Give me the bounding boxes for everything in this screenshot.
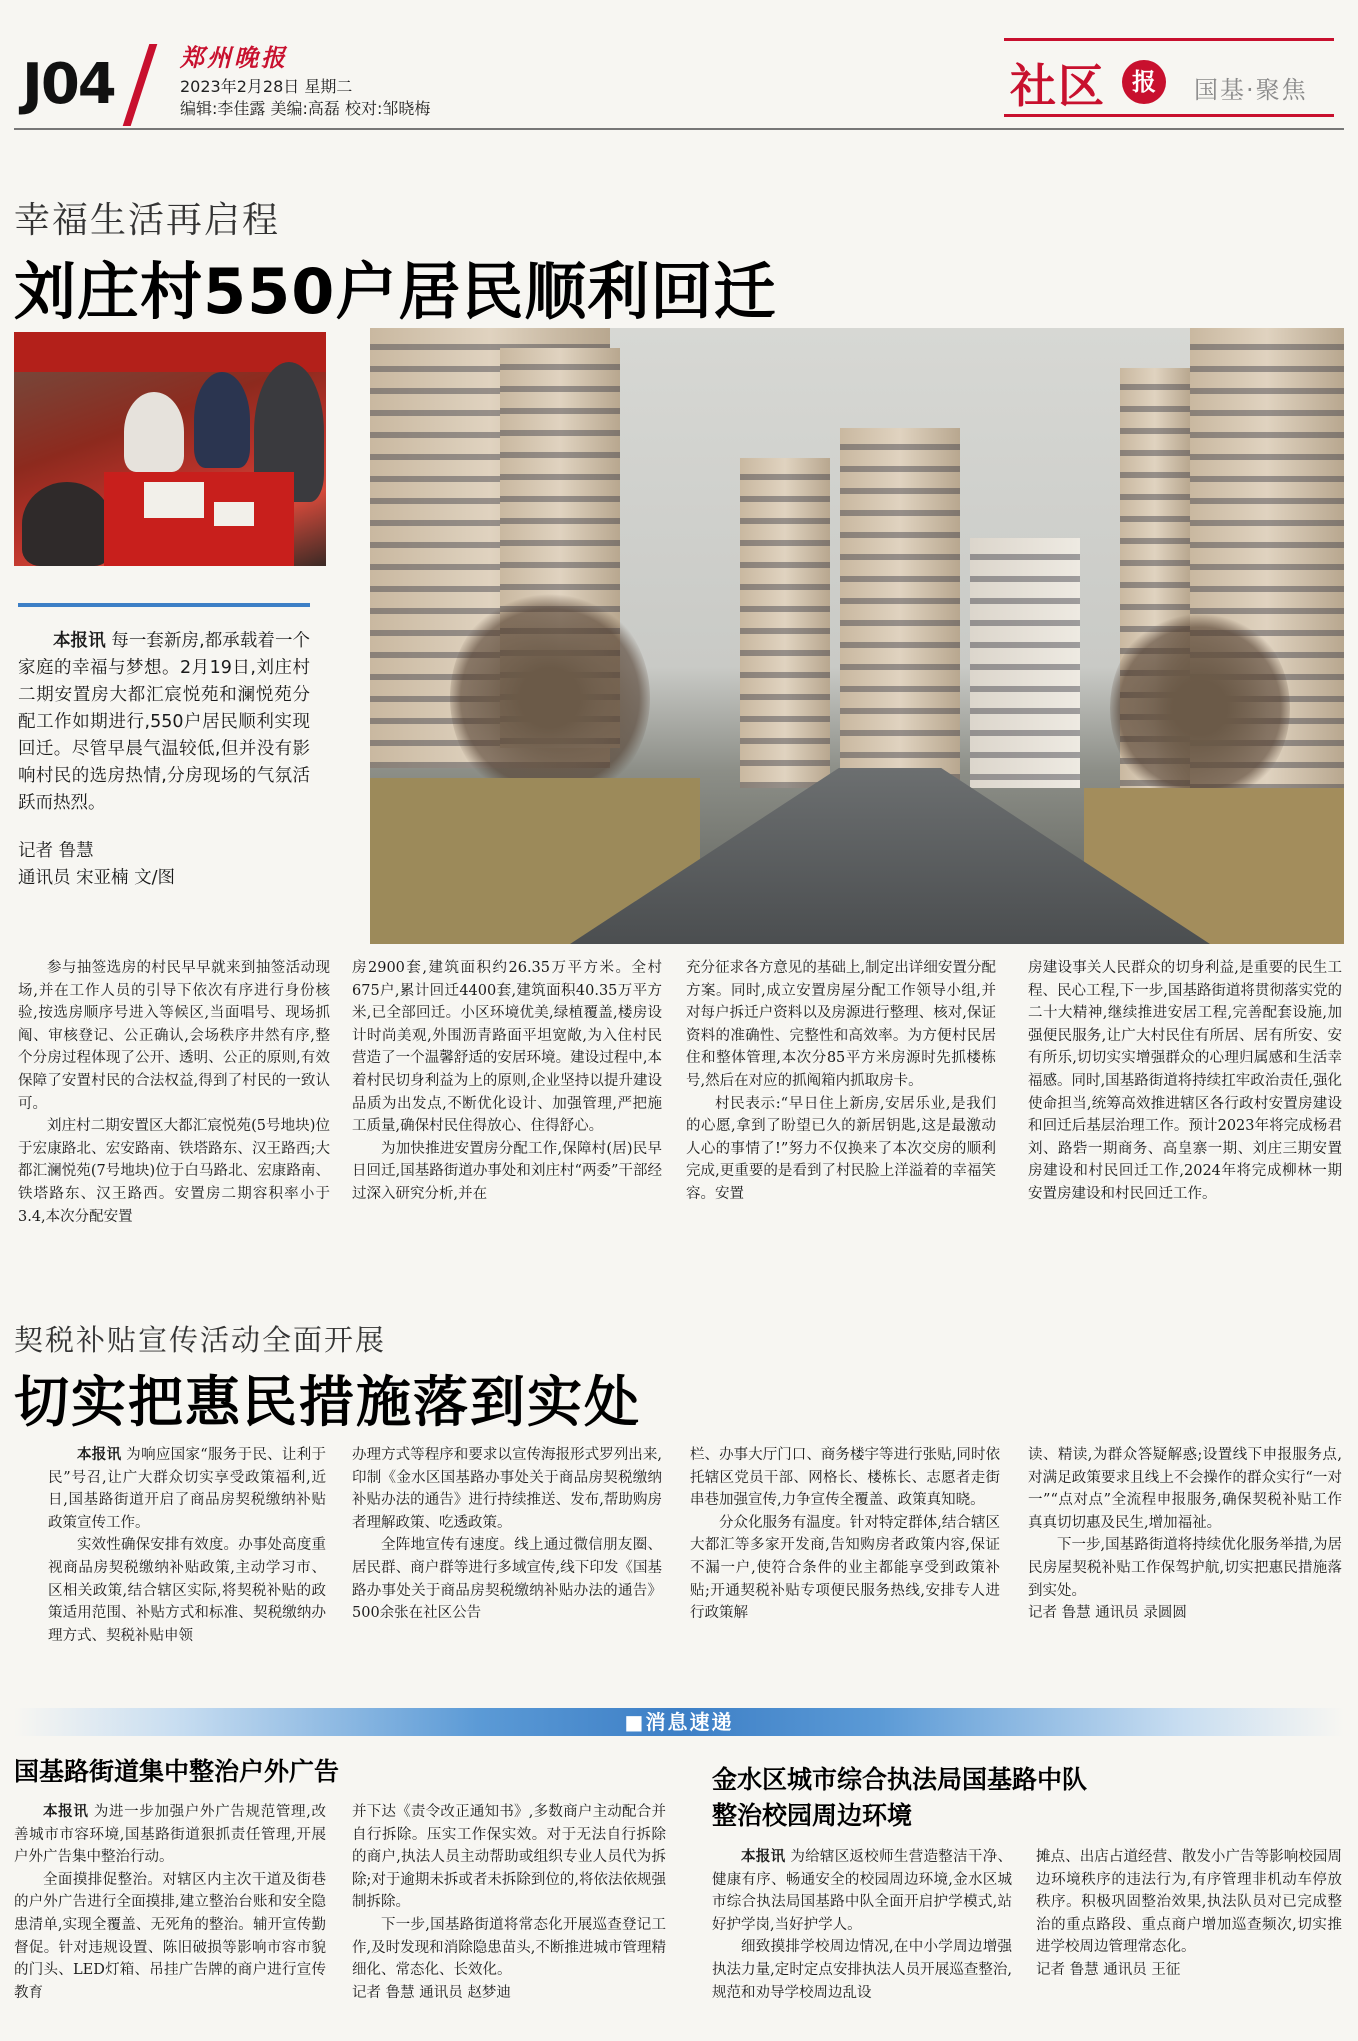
- news-brief-label: ■消息速递: [624, 1710, 734, 1734]
- article1-lead: [18, 628, 310, 817]
- article1-kicker: 幸福生活再启程: [14, 200, 281, 241]
- paragraph: 办理方式等程序和要求以宣传海报形式罗列出来,印制《金水区国基路办事处关于商品房契税缴纳补贴办法的通告》进行持续推送、发布,帮助购房者理解政策、吃透政策。: [352, 1447, 662, 1531]
- section-bottom-rule: [1004, 114, 1334, 117]
- photo-building-shape: [970, 538, 1080, 788]
- editors-credit: 编辑:李佳露 美编:高磊 校对:邹晓梅: [180, 99, 431, 118]
- paragraph: [14, 1801, 326, 1869]
- article1-column-3: [686, 957, 996, 1206]
- paragraph: 为加快推进安置房分配工作,保障村(居)民早日回迁,国基路街道办事处和刘庄村“两委”干部经过深入研究分析,并在: [352, 1140, 662, 1202]
- photo-paper-shape: [144, 482, 204, 518]
- article1-headline: 刘庄村550户居民顺利回迁: [14, 255, 777, 328]
- paragraph: 刘庄村二期安置区大都汇宸悦苑(5号地块)位于宏康路北、宏安路南、铁塔路东、汉王路西;大都汇澜悦苑(7号地块)位于白马路北、宏康路南、铁塔路东、汉王路西。安置房二期容积率小于3.4,本次分配安置: [18, 1118, 330, 1225]
- photo-paper-shape: [214, 502, 254, 526]
- article2-kicker: 契税补贴宣传活动全面开展: [14, 1323, 387, 1357]
- byline-reporter: 记者 鲁慧: [18, 841, 94, 861]
- paragraph: 充分征求各方意见的基础上,制定出详细安置分配方案。同时,成立安置房屋分配工作领导小组,并对每户拆迁户资料以及房源进行整理、核对,保证资料的准确性、完整性和高效率。为方便村民居住和整体管理,本次分85平方米房源时先抓楼栋号,然后在对应的抓阄箱内抓取房卡。: [686, 960, 996, 1089]
- paragraph: 村民表示:“早日住上新房,安居乐业,是我们的心愿,拿到了盼望已久的新居钥匙,这是最激动人心的事情了!”努力不仅换来了本次交房的顺利完成,更重要的是看到了村民脸上洋溢着的幸福笑容。安置: [686, 1095, 996, 1202]
- page-number: J04: [22, 52, 115, 117]
- brief2-column-2: [1036, 1846, 1342, 1982]
- article1-photo-lottery-scene: [14, 332, 326, 566]
- article1-photo-residential-complex: [370, 328, 1344, 944]
- article2-column-2: [352, 1444, 662, 1625]
- article2-column-3: [690, 1444, 1000, 1625]
- photo-building-shape: [740, 458, 830, 788]
- masthead: [14, 30, 1344, 130]
- lead-tag: 本报讯: [43, 1803, 89, 1820]
- brief2-byline: 记者 鲁慧 通讯员 王征: [1036, 1961, 1181, 1978]
- paper-name-logo: 郑州晚报: [180, 43, 288, 72]
- issue-date: 2023年2月28日 星期二: [180, 77, 353, 96]
- article1-column-1: [18, 957, 330, 1228]
- article2-byline: 记者 鲁慧 通讯员 录圆圆: [1028, 1605, 1187, 1622]
- brief1-title: 国基路街道集中整治户外广告: [14, 1757, 340, 1786]
- brief2-column-1: [712, 1846, 1012, 2004]
- brief1-column-1: [14, 1801, 326, 2004]
- paragraph: 全阵地宣传有速度。线上通过微信朋友圈、居民群、商户群等进行多域宣传,线下印发《国基路办事处关于商品房契税缴纳补贴办法的通告》500余张在社区公告: [352, 1537, 662, 1622]
- article1-column-4: [1028, 957, 1342, 1206]
- section-top-rule: [1004, 38, 1334, 41]
- photo-person-shape: [194, 372, 250, 468]
- paragraph: [48, 1444, 326, 1534]
- paragraph: 全面摸排促整治。对辖区内主次干道及街巷的户外广告进行全面摸排,建立整治台账和安全隐患清单,实现全覆盖、无死角的整治。辅开宣传勤督促。针对违规设置、陈旧破损等影响市容市貌的门头、LED灯箱、吊挂广告牌的商户进行宣传教育: [14, 1871, 326, 2001]
- photo-person-shape: [124, 392, 184, 472]
- lead-tag: 本报讯: [77, 1446, 122, 1463]
- section-name: 社区: [1010, 59, 1106, 113]
- brief2-title-line1: 金水区城市综合执法局国基路中队: [712, 1765, 1088, 1794]
- lead-tag: 本报讯: [741, 1848, 786, 1865]
- brief2-title: [712, 1762, 1332, 1834]
- section-header: [1004, 38, 1334, 118]
- brief1-column-2: [352, 1801, 666, 2004]
- paragraph: 房2900套,建筑面积约26.35万平方米。全村675户,累计回迁4400套,建筑面积40.35万平方米,已全部回迁。小区环境优美,绿植覆盖,楼房设计时尚美观,外围沥青路面平坦宽敞,为入住村民营造了一个温馨舒适的安居环境。建设过程中,本着村民切身利益为上的原则,企业坚持以提升建设品质为出发点,不断优化设计、加强管理,严把施工质量,确保村民住得放心、住得舒心。: [352, 960, 662, 1135]
- paragraph: 下一步,国基路街道将持续优化服务举措,为居民房屋契税补贴工作保驾护航,切实把惠民措施落到实处。: [1028, 1537, 1342, 1599]
- paragraph: 下一步,国基路街道将常态化开展巡查登记工作,及时发现和消除隐患苗头,不断推进城市管理精细化、常态化、长效化。: [352, 1916, 666, 1979]
- masthead-divider: [14, 128, 1344, 130]
- lead-text: 为给辖区返校师生营造整洁干净、健康有序、畅通安全的校园周边环境,金水区城市综合执法局国基路中队全面开启护学模式,站好护学岗,当好护学人。: [712, 1849, 1013, 1933]
- article2-column-4: [1028, 1444, 1342, 1625]
- section-badge: 报: [1122, 60, 1166, 104]
- masthead-slash-decoration: [123, 44, 158, 126]
- photo-tree-shape: [1110, 608, 1290, 808]
- paragraph: [712, 1846, 1012, 1936]
- photo-building-shape: [840, 428, 960, 788]
- lead-text: 每一套新房,都承载着一个家庭的幸福与梦想。2月19日,刘庄村二期安置房大都汇宸悦苑和澜悦苑分配工作如期进行,550户居民顺利实现回迁。尽管早晨气温较低,但并没有影响村民的选房热情,分房现场的气氛活跃而热烈。: [18, 631, 311, 813]
- paragraph: 并下达《责令改正通知书》,多数商户主动配合并自行拆除。压实工作保实效。对于无法自行拆除的商户,执法人员主动帮助或组织专业人员代为拆除;对于逾期未拆或者未拆除到位的,将依法依规强制拆除。: [352, 1804, 666, 1911]
- lead-accent-rule: [18, 603, 310, 607]
- paragraph: 房建设事关人民群众的切身利益,是重要的民生工程、民心工程,下一步,国基路街道将贯彻落实党的二十大精神,继续推进安居工程,完善配套设施,加强便民服务,让广大村民住有所居、居有所安、安有所乐,切切实实增强群众的心理归属感和生活幸福感。同时,国基路街道将持续扛牢政治责任,强化使命担当,统筹高效推进辖区各行政村安置房建设和回迁后基层治理工作。预计2023年将完成杨君刘、路砦一期商务、高皇寨一期、刘庄三期安置房建设和村民回迁工作,2024年将完成柳林一期安置房建设和村民回迁工作。: [1028, 960, 1342, 1202]
- article1-byline: [18, 838, 310, 892]
- paragraph: 细致摸排学校周边情况,在中小学周边增强执法力量,定时定点安排执法人员开展巡查整治,规范和劝导学校周边乱设: [712, 1939, 1012, 2001]
- article1-column-2: [352, 957, 662, 1206]
- photo-person-shape: [22, 482, 112, 566]
- paragraph: 参与抽签选房的村民早早就来到抽签活动现场,并在工作人员的引导下依次有序进行身份核验,按选房顺序号进入等候区,当面唱号、现场抓阄、审核登记、公正确认,会场秩序井然有序,整个分房过程体现了公开、透明、公正的原则,有效保障了安置村民的合法权益,得到了村民的一致认可。: [18, 960, 330, 1112]
- paragraph: 分众化服务有温度。针对特定群体,结合辖区大都汇等多家开发商,告知购房者政策内容,保证不漏一户,使符合条件的业主都能享受到政策补贴;开通契税补贴专项便民服务热线,安排专人进行政策解: [690, 1514, 1000, 1622]
- paragraph: 读、精读,为群众答疑解惑;设置线下申报服务点,对满足政策要求且线上不会操作的群众实行“一对一”“点对点”全流程申报服务,确保契税补贴工作真真切切惠及民生,增加福祉。: [1028, 1447, 1342, 1531]
- paragraph: 实效性确保安排有效度。办事处高度重视商品房契税缴纳补贴政策,主动学习市、区相关政策,结合辖区实际,将契税补贴的政策适用范围、补贴方式和标准、契税缴纳办理方式、契税补贴申领: [48, 1537, 326, 1644]
- lead-tag: 本报讯: [53, 631, 106, 651]
- brief2-title-line2: 整治校园周边环境: [712, 1801, 913, 1830]
- lead-text: 为响应国家“服务于民、让利于民”号召,让广大群众切实享受政策福利,近日,国基路街道开启了商品房契税缴纳补贴政策宣传工作。: [48, 1447, 327, 1531]
- brief1-byline: 记者 鲁慧 通讯员 赵梦迪: [352, 1984, 511, 2001]
- byline-correspondent: 通讯员 宋亚楠 文/图: [18, 868, 176, 888]
- photo-tree-shape: [450, 588, 650, 808]
- article2-column-1: [48, 1444, 326, 1647]
- section-subtitle: 国基·聚焦: [1194, 76, 1308, 104]
- lead-text: 为进一步加强户外广告规范管理,改善城市市容环境,国基路街道狠抓责任管理,开展户外广告集中整治行动。: [14, 1804, 327, 1866]
- paragraph: 摊点、出店占道经营、散发小广告等影响校园周边环境秩序的违法行为,有序管理非机动车停放秩序。积极巩固整治效果,执法队员对已完成整治的重点路段、重点商户增加巡查频次,切实推进学校周边管理常态化。: [1036, 1849, 1342, 1956]
- article2-headline: 切实把惠民措施落到实处: [14, 1370, 642, 1434]
- news-brief-bar: [14, 1708, 1344, 1736]
- paragraph: 栏、办事大厅门口、商务楼宇等进行张贴,同时依托辖区党员干部、网格长、楼栋长、志愿者走街串巷加强宣传,力争宣传全覆盖、政策真知晓。: [690, 1447, 1000, 1509]
